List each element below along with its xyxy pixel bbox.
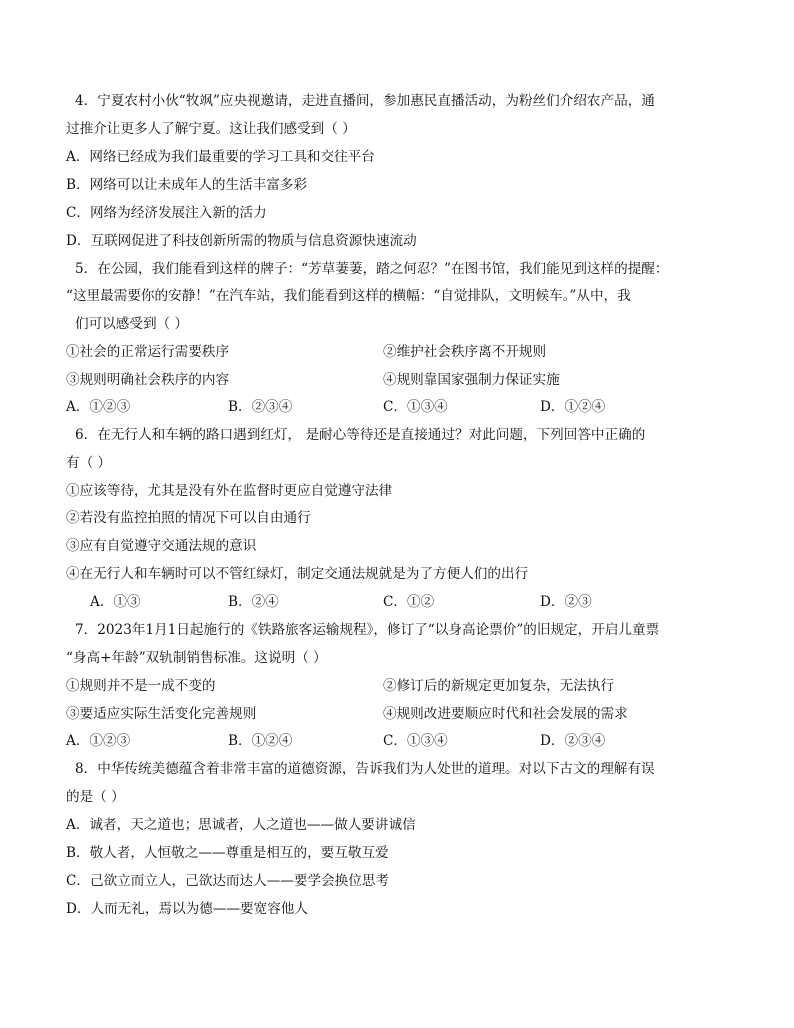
q7-stem-line2: “身高+年龄”双轨制销售标准。这说明（ ）	[66, 650, 327, 666]
q5-stem-line1: 5．在公园，我们能看到这样的牌子：“芳草萋萋，踏之何忍？”在图书馆，我们能见到这样的提醒：	[75, 261, 669, 277]
q7-statement-3: ③要适应实际生活变化完善规则	[66, 706, 257, 722]
q5-option-a: A．①②③	[66, 399, 131, 415]
q4-option-b: B．网络可以让未成年人的生活丰富多彩	[66, 177, 308, 193]
q7-option-d: D．②③④	[540, 733, 606, 749]
q4-stem-line2: 过推介让更多人了解宁夏。这让我们感受到（ ）	[66, 121, 356, 137]
q7-stem-line1: 7．2023年1月1日起施行的《铁路旅客运输规程》，修订了“以身高论票价”的旧规定，开启儿童票	[75, 622, 660, 638]
q6-stem-line1: 6．在无行人和车辆的路口遇到红灯， 是耐心等待还是直接通过？对此问题，下列回答中正确的	[75, 427, 646, 443]
q8-option-a: A．诚者，天之道也；思诚者，人之道也——做人要讲诚信	[66, 817, 416, 833]
q4-option-c: C．网络为经济发展注入新的活力	[66, 205, 267, 221]
q6-option-d: D．②③	[540, 594, 592, 610]
q5-statement-3: ③规则明确社会秩序的内容	[66, 372, 230, 388]
q8-stem-line1: 8．中华传统美德蕴含着非常丰富的道德资源，告诉我们为人处世的道理。对以下古文的理解有误	[75, 761, 655, 777]
q6-statement-4: ④在无行人和车辆时可以不管红绿灯，制定交通法规就是为了方便人们的出行	[66, 566, 529, 582]
q5-option-d: D．①②④	[540, 399, 606, 415]
q5-stem-line2: “这里最需要你的安静！”在汽车站，我们能看到这样的横幅：“自觉排队，文明候车。”从中，我	[66, 288, 631, 304]
q7-statement-4: ④规则改进要顺应时代和社会发展的需求	[383, 706, 628, 722]
q7-statement-1: ①规则并不是一成不变的	[66, 678, 216, 694]
q6-statement-3: ③应有自觉遵守交通法规的意识	[66, 538, 257, 554]
q6-option-a: A．①③	[90, 594, 141, 610]
q4-option-a: A．网络已经成为我们最重要的学习工具和交往平台	[66, 149, 375, 165]
q5-statement-1: ①社会的正常运行需要秩序	[66, 344, 230, 360]
q7-option-b: B．①②④	[228, 733, 293, 749]
q5-statement-4: ④规则靠国家强制力保证实施	[383, 372, 560, 388]
q5-statement-2: ②维护社会秩序离不开规则	[383, 344, 547, 360]
q4-stem-line1: 4．宁夏农村小伙“牧飒”应央视邀请，走进直播间，参加惠民直播活动，为粉丝们介绍农产品，通	[75, 93, 655, 109]
q6-statement-1: ①应该等待，尤其是没有外在监督时更应自觉遵守法律	[66, 483, 393, 499]
q6-stem-line2: 有（ ）	[66, 455, 112, 471]
q7-option-a: A．①②③	[66, 733, 131, 749]
q7-option-c: C．①③④	[383, 733, 448, 749]
q8-stem-line2: 的是（ ）	[66, 789, 125, 805]
q8-option-c: C．己欲立而立人，己欲达而达人——要学会换位思考	[66, 873, 390, 889]
q5-option-b: B．②③④	[228, 399, 293, 415]
q6-statement-2: ②若没有监控拍照的情况下可以自由通行	[66, 510, 311, 526]
q8-option-d: D．人而无礼，焉以为德——要宽容他人	[66, 901, 308, 917]
q4-option-d: D．互联网促进了科技创新所需的物质与信息资源快速流动	[66, 233, 417, 249]
q6-option-b: B．②④	[228, 594, 279, 610]
q8-option-b: B．敬人者，人恒敬之——尊重是相互的，要互敬互爱	[66, 845, 389, 861]
q5-stem-line3: 们可以感受到（ ）	[75, 316, 189, 332]
q6-option-c: C．①②	[383, 594, 435, 610]
q5-option-c: C．①③④	[383, 399, 448, 415]
q7-statement-2: ②修订后的新规定更加复杂，无法执行	[383, 678, 615, 694]
